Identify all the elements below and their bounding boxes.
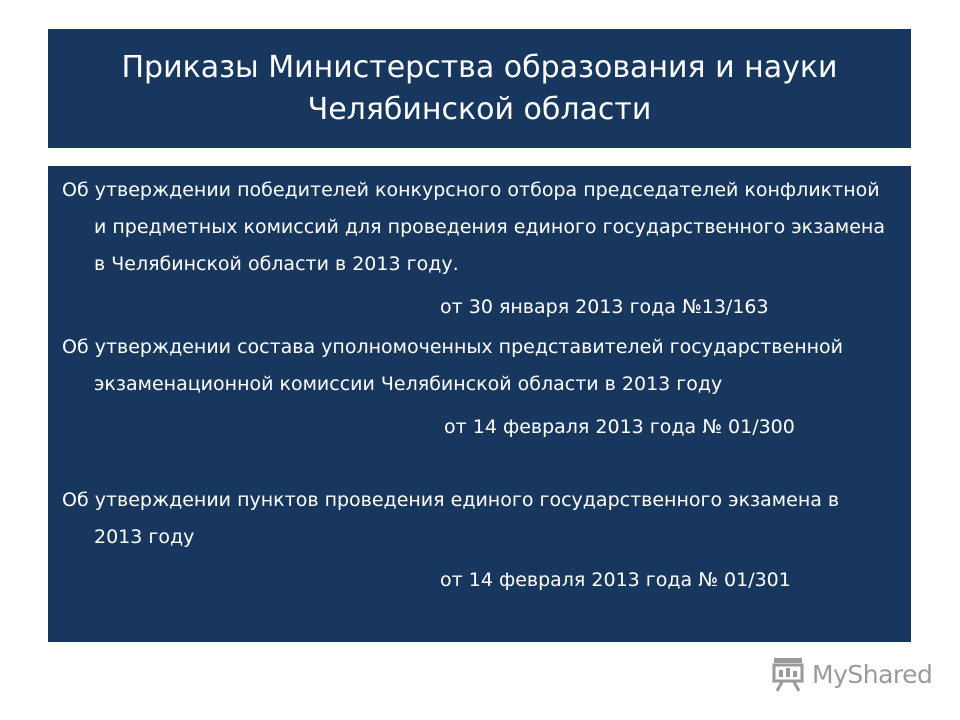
order-2-date: от 14 февраля 2013 года № 01/300 [444, 416, 795, 438]
watermark-text: MyShared [812, 659, 933, 689]
myshared-watermark [768, 654, 932, 694]
order-1-date: от 30 января 2013 года №13/163 [440, 296, 769, 318]
orders-panel [48, 166, 911, 642]
title-panel [48, 29, 911, 148]
slide-title-line-1: Приказы Министерства образования и науки [121, 49, 838, 85]
order-3-date: от 14 февраля 2013 года № 01/301 [440, 569, 791, 591]
slide-title-line-2: Челябинской области [307, 91, 652, 127]
presentation-board-icon [768, 654, 808, 694]
order-3-text: Об утверждении пунктов проведения единого государственного экзамена в 2013 году [62, 489, 840, 548]
order-2-text: Об утверждении состава уполномоченных представителей государственной экзаменационной комиссии Челябинской области в 2013 году [62, 336, 844, 395]
order-1-text: Об утверждении победителей конкурсного отбора председателей конфликтной и предметных комиссий для проведения единого государственного экзамена в Челябинской области в 2013 году. [62, 179, 885, 275]
